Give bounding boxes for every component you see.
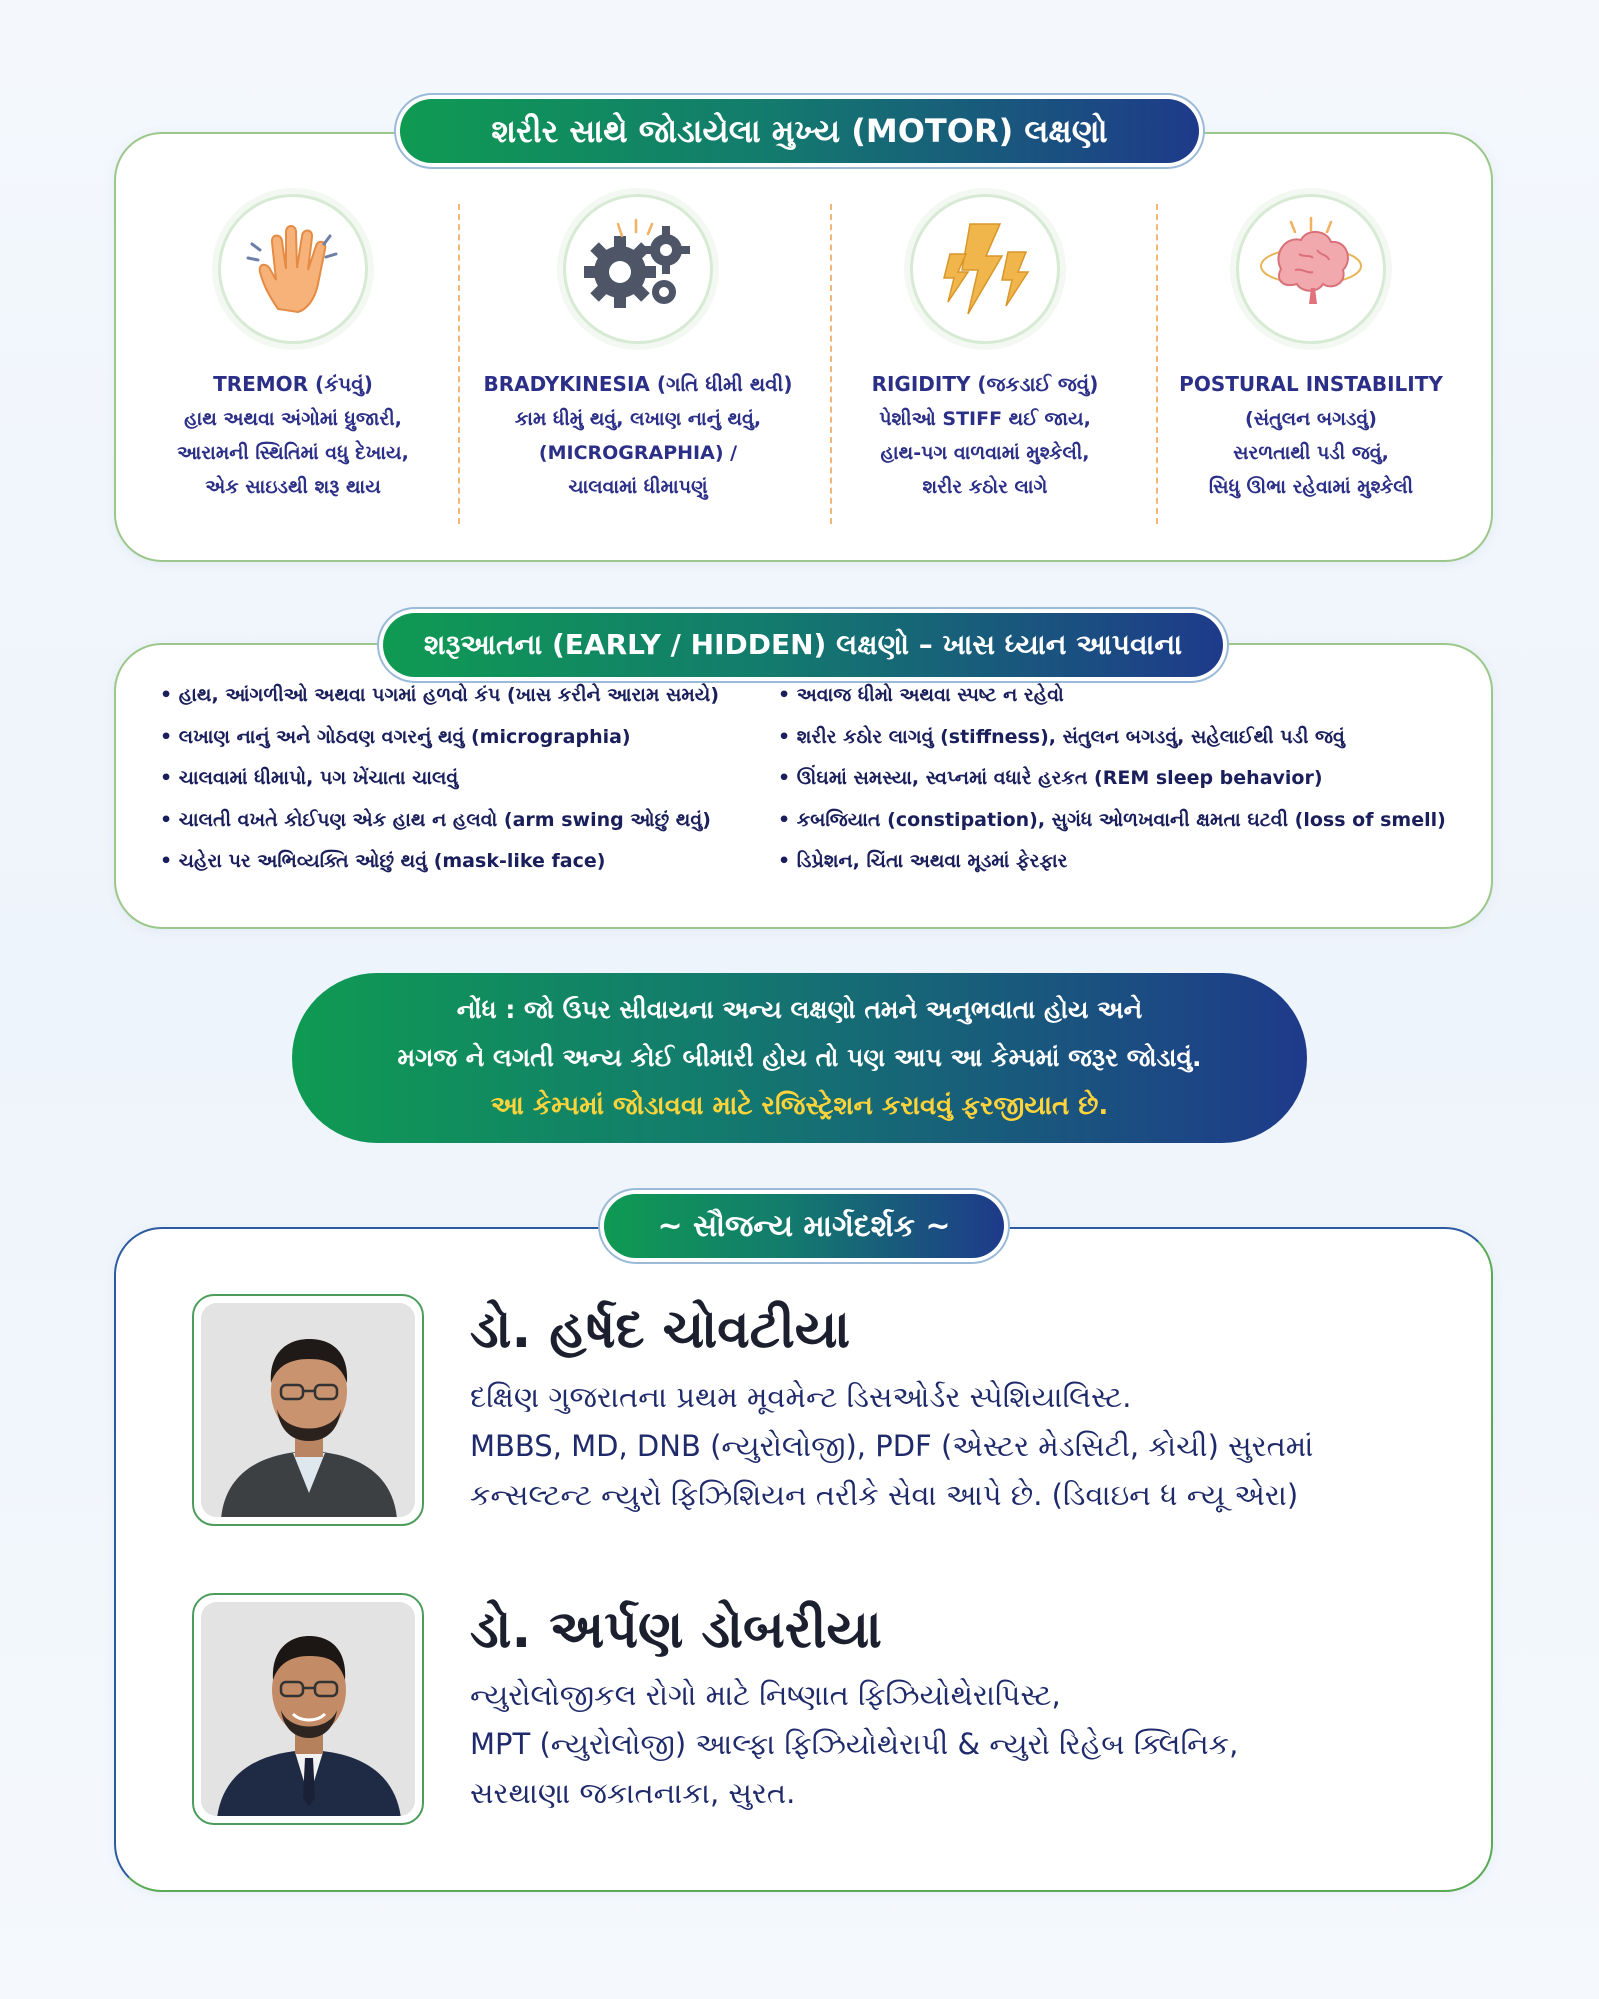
doctor-photo [201, 1602, 415, 1816]
doctor-detail: MPT (ન્યુરોલોજી) આલ્ફા ફિઝિયોથેરાપી & ન્યુરો રિહેબ ક્લિનિક, [470, 1727, 1239, 1761]
note-line: નોંધ : જો ઉપર સીવાયના અન્ય લક્ષણો તમને અનુભવાતા હોય અને [456, 995, 1143, 1024]
early-symptoms-card [114, 643, 1493, 929]
doctor-photo-frame [192, 1294, 424, 1526]
early-section-heading: શરૂઆતના (EARLY / HIDDEN) લક્ષણો – ખાસ ધ્યાન આપવાના [383, 613, 1223, 677]
motor-title: POSTURAL INSTABILITY [1179, 372, 1443, 396]
tremor-hand-icon [218, 194, 368, 344]
list-item: • હાથ, આંગળીઓ અથવા પગમાં હળવો કંપ (ખાસ કરીને આરામ સમયે) [160, 675, 719, 717]
motor-desc: કામ ધીમું થવું, લખાણ નાનું થવું, (MICROGRAPHIA) / ચાલવામાં ધીમાપણું [514, 408, 762, 498]
brain-icon [1236, 194, 1386, 344]
motor-item-tremor [128, 194, 458, 524]
early-list-left [160, 675, 719, 883]
motor-desc: હાથ અથવા અંગોમાં ધ્રુજારી, આરામની સ્થિતિમાં વધુ દેખાય, એક સાઇડથી શરૂ થાય [177, 408, 409, 498]
divider [458, 204, 460, 524]
list-item: • ચાલવામાં ધીમાપો, પગ ખેંચાતા ચાલવું [160, 758, 719, 800]
motor-item-postural-instability [1146, 194, 1476, 524]
doctor-detail: કન્સલ્ટન્ટ ન્યુરો ફિઝિશિયન તરીકે સેવા આપે છે. (ડિવાઇન ધ ન્યૂ એરા) [470, 1478, 1299, 1512]
list-item: • કબજિયાત (constipation), સુગંધ ઓળખવાની ક્ષમતા ઘટવી (loss of smell) [778, 800, 1446, 842]
motor-title: TREMOR (કંપવું) [213, 372, 373, 396]
note-line: મગજ ને લગતી અન્ય કોઈ બીમારી હોય તો પણ આપ આ કેમ્પમાં જરૂર જોડાવું. [397, 1043, 1202, 1072]
list-item: • અવાજ ધીમો અથવા સ્પષ્ટ ન રહેવો [778, 675, 1446, 717]
doctor-name: ડો. હર્ષદ ચોવટીયા [470, 1300, 851, 1360]
list-item: • ચાલતી વખતે કોઈપણ એક હાથ ન હલવો (arm swing ઓછું થવું) [160, 800, 719, 842]
doctor-detail: સરથાણા જકાતનાકા, સુરત. [470, 1776, 796, 1810]
note-banner [292, 973, 1307, 1143]
doctor-photo-frame [192, 1593, 424, 1825]
doctor-name: ડો. અર્પણ ડોબરીયા [470, 1600, 882, 1660]
lightning-icon [910, 194, 1060, 344]
motor-desc: પેશીઓ STIFF થઈ જાય, હાથ-પગ વાળવામાં મુશ્કેલી, શરીર કઠોર લાગે [879, 408, 1091, 498]
motor-symptoms-card [114, 132, 1493, 562]
early-list-right [778, 675, 1446, 883]
doctor-detail: દક્ષિણ ગુજરાતના પ્રથમ મૂવમેન્ટ ડિસઓર્ડર સ્પેશિયાલિસ્ટ. [470, 1380, 1132, 1414]
list-item: • શરીર કઠોર લાગવું (stiffness), સંતુલન બગડવું, સહેલાઈથી પડી જવું [778, 717, 1446, 759]
doctor-detail: ન્યુરોલોજીકલ રોગો માટે નિષ્ણાત ફિઝિયોથેરાપિસ્ટ, [470, 1678, 1061, 1712]
list-item: • ચહેરા પર અભિવ્યક્તિ ઓછું થવું (mask-like face) [160, 841, 719, 883]
motor-item-bradykinesia [473, 194, 803, 524]
list-item: • લખાણ નાનું અને ગોઠવણ વગરનું થવું (micrographia) [160, 717, 719, 759]
motor-title: BRADYKINESIA (ગતિ ધીમી થવી) [483, 372, 793, 396]
motor-desc: (સંતુલન બગડવું) સરળતાથી પડી જવું, સિધુ ઊભા રહેવામાં મુશ્કેલી [1208, 408, 1414, 498]
gears-icon [563, 194, 713, 344]
list-item: • ડિપ્રેશન, ચિંતા અથવા મૂડમાં ફેરફાર [778, 841, 1446, 883]
doctor-photo [201, 1303, 415, 1517]
registration-note: આ કેમ્પમાં જોડાવવા માટે રજિસ્ટ્રેશન કરાવવું ફરજીયાત છે. [490, 1091, 1109, 1121]
list-item: • ઊંઘમાં સમસ્યા, સ્વપ્નમાં વધારે હરકત (REM sleep behavior) [778, 758, 1446, 800]
motor-item-rigidity [820, 194, 1150, 524]
motor-section-heading: શરીર સાથે જોડાયેલા મુખ્ય (MOTOR) લક્ષણો [400, 99, 1199, 163]
guides-heading: ~ સૌજન્ય માર્ગદર્શક ~ [604, 1194, 1004, 1258]
motor-title: RIGIDITY (જકડાઈ જવું) [871, 372, 1099, 396]
doctor-detail: MBBS, MD, DNB (ન્યુરોલોજી), PDF (એસ્ટર મેડસિટી, કોચી) સુરતમાં [470, 1429, 1314, 1463]
